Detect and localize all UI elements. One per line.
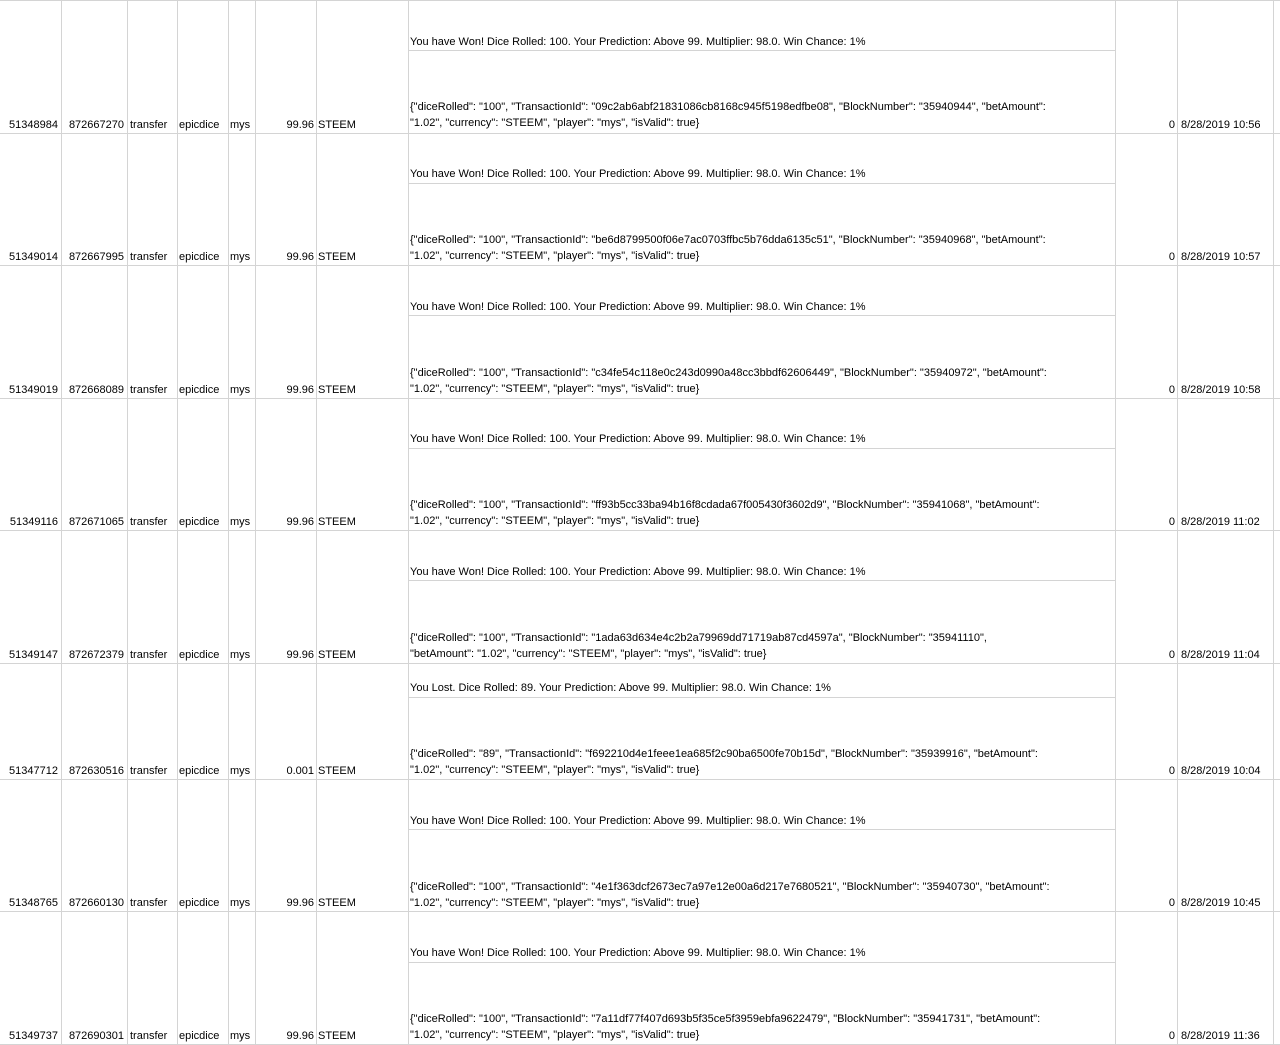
from-cell[interactable]: epicdice <box>179 251 220 263</box>
json-payload-line-2[interactable]: "1.02", "currency": "STEEM", "player": "mys", "isValid": true} <box>410 1029 700 1041</box>
row-id-cell[interactable]: 51349147 <box>9 649 58 661</box>
to-cell[interactable]: mys <box>230 897 251 909</box>
currency-cell[interactable]: STEEM <box>318 384 356 396</box>
currency-cell[interactable]: STEEM <box>318 516 356 528</box>
result-message-cell[interactable]: You Lost. Dice Rolled: 89. Your Prediction: Above 99. Multiplier: 98.0. Win Chance: 1% <box>410 682 831 694</box>
result-message-cell[interactable]: You have Won! Dice Rolled: 100. Your Prediction: Above 99. Multiplier: 98.0. Win Chance: 1% <box>410 168 866 180</box>
timestamp-cell[interactable]: 8/28/2019 10:56 <box>1181 119 1261 131</box>
json-payload-line-1[interactable]: {"diceRolled": "100", "TransactionId": "4e1f363dcf2673ec7a97e12e00a6d217e7680521", "BlockNumber": "35940730", "betAmount": <box>410 881 1050 893</box>
type-cell[interactable]: transfer <box>130 516 168 528</box>
to-cell[interactable]: mys <box>230 251 251 263</box>
result-message-cell[interactable]: You have Won! Dice Rolled: 100. Your Prediction: Above 99. Multiplier: 98.0. Win Chance: 1% <box>410 815 866 827</box>
to-cell[interactable]: mys <box>230 516 251 528</box>
timestamp-cell[interactable]: 8/28/2019 10:58 <box>1181 384 1261 396</box>
amount-cell[interactable]: 99.96 <box>286 251 314 263</box>
currency-cell[interactable]: STEEM <box>318 765 356 777</box>
cell-divider <box>408 580 1115 581</box>
type-cell[interactable]: transfer <box>130 649 168 661</box>
json-payload-line-1[interactable]: {"diceRolled": "100", "TransactionId": "09c2ab6abf21831086cb8168c945f5198edfbe08", "BlockNumber": "35940944", "betAmount": <box>410 101 1046 113</box>
row-id-cell[interactable]: 51347712 <box>9 765 58 777</box>
result-message-cell[interactable]: You have Won! Dice Rolled: 100. Your Prediction: Above 99. Multiplier: 98.0. Win Chance: 1% <box>410 566 866 578</box>
transaction-id-cell[interactable]: 872690301 <box>68 1030 124 1042</box>
amount-cell[interactable]: 99.96 <box>286 897 314 909</box>
to-cell[interactable]: mys <box>230 384 251 396</box>
flag-cell[interactable]: 0 <box>1168 516 1175 528</box>
transaction-id-cell[interactable]: 872667270 <box>68 119 124 131</box>
type-cell[interactable]: transfer <box>130 765 168 777</box>
json-payload-line-2[interactable]: "betAmount": "1.02", "currency": "STEEM", "player": "mys", "isValid": true} <box>410 648 767 660</box>
from-cell[interactable]: epicdice <box>179 649 220 661</box>
type-cell[interactable]: transfer <box>130 119 168 131</box>
currency-cell[interactable]: STEEM <box>318 897 356 909</box>
row-id-cell[interactable]: 51349014 <box>9 251 58 263</box>
to-cell[interactable]: mys <box>230 649 251 661</box>
transaction-id-cell[interactable]: 872660130 <box>68 897 124 909</box>
cell-divider <box>408 183 1115 184</box>
table-row[interactable] <box>0 912 1280 1045</box>
flag-cell[interactable]: 0 <box>1168 649 1175 661</box>
to-cell[interactable]: mys <box>230 1030 251 1042</box>
timestamp-cell[interactable]: 8/28/2019 10:04 <box>1181 765 1261 777</box>
row-id-cell[interactable]: 51348765 <box>9 897 58 909</box>
transaction-id-cell[interactable]: 872671065 <box>68 516 124 528</box>
type-cell[interactable]: transfer <box>130 1030 168 1042</box>
currency-cell[interactable]: STEEM <box>318 1030 356 1042</box>
result-message-cell[interactable]: You have Won! Dice Rolled: 100. Your Prediction: Above 99. Multiplier: 98.0. Win Chance: 1% <box>410 947 866 959</box>
flag-cell[interactable]: 0 <box>1168 384 1175 396</box>
amount-cell[interactable]: 99.96 <box>286 384 314 396</box>
cell-divider <box>408 448 1115 449</box>
from-cell[interactable]: epicdice <box>179 119 220 131</box>
json-payload-line-1[interactable]: {"diceRolled": "100", "TransactionId": "be6d8799500f06e7ac0703ffbc5b76dda6135c51", "BlockNumber": "35940968", "betAmount": <box>410 234 1046 246</box>
json-payload-line-1[interactable]: {"diceRolled": "100", "TransactionId": "c34fe54c118e0c243d0990a48cc3bbdf62606449", "BlockNumber": "35940972", "betAmount": <box>410 367 1047 379</box>
currency-cell[interactable]: STEEM <box>318 119 356 131</box>
currency-cell[interactable]: STEEM <box>318 251 356 263</box>
amount-cell[interactable]: 0.001 <box>286 765 314 777</box>
cell-divider <box>408 829 1115 830</box>
transaction-id-cell[interactable]: 872667995 <box>68 251 124 263</box>
table-row[interactable] <box>0 531 1280 664</box>
row-id-cell[interactable]: 51349019 <box>9 384 58 396</box>
cell-divider <box>408 50 1115 51</box>
table-row[interactable] <box>0 780 1280 912</box>
currency-cell[interactable]: STEEM <box>318 649 356 661</box>
to-cell[interactable]: mys <box>230 765 251 777</box>
from-cell[interactable]: epicdice <box>179 765 220 777</box>
result-message-cell[interactable]: You have Won! Dice Rolled: 100. Your Prediction: Above 99. Multiplier: 98.0. Win Chance: 1% <box>410 301 866 313</box>
result-message-cell[interactable]: You have Won! Dice Rolled: 100. Your Prediction: Above 99. Multiplier: 98.0. Win Chance: 1% <box>410 36 866 48</box>
from-cell[interactable]: epicdice <box>179 384 220 396</box>
from-cell[interactable]: epicdice <box>179 516 220 528</box>
timestamp-cell[interactable]: 8/28/2019 10:45 <box>1181 897 1261 909</box>
row-id-cell[interactable]: 51349116 <box>9 516 58 528</box>
transaction-id-cell[interactable]: 872668089 <box>68 384 124 396</box>
transaction-id-cell[interactable]: 872672379 <box>68 649 124 661</box>
table-row[interactable] <box>0 1 1280 134</box>
cell-divider <box>408 962 1115 963</box>
timestamp-cell[interactable]: 8/28/2019 11:36 <box>1181 1030 1260 1042</box>
flag-cell[interactable]: 0 <box>1168 119 1175 131</box>
table-row[interactable] <box>0 266 1280 399</box>
timestamp-cell[interactable]: 8/28/2019 11:02 <box>1181 516 1260 528</box>
timestamp-cell[interactable]: 8/28/2019 11:04 <box>1181 649 1260 661</box>
to-cell[interactable]: mys <box>230 119 251 131</box>
json-payload-line-1[interactable]: {"diceRolled": "100", "TransactionId": "ff93b5cc33ba94b16f8cdada67f005430f3602d9", "BlockNumber": "35941068", "betAmount": <box>410 499 1040 511</box>
transaction-id-cell[interactable]: 872630516 <box>68 765 124 777</box>
table-row[interactable] <box>0 399 1280 531</box>
row-id-cell[interactable]: 51349737 <box>9 1030 58 1042</box>
table-row[interactable] <box>0 664 1280 780</box>
flag-cell[interactable]: 0 <box>1168 765 1175 777</box>
amount-cell[interactable]: 99.96 <box>286 1030 314 1042</box>
result-message-cell[interactable]: You have Won! Dice Rolled: 100. Your Prediction: Above 99. Multiplier: 98.0. Win Chance: 1% <box>410 433 866 445</box>
json-payload-line-2[interactable]: "1.02", "currency": "STEEM", "player": "mys", "isValid": true} <box>410 117 700 129</box>
json-payload-line-2[interactable]: "1.02", "currency": "STEEM", "player": "mys", "isValid": true} <box>410 383 700 395</box>
timestamp-cell[interactable]: 8/28/2019 10:57 <box>1181 251 1261 263</box>
json-payload-line-2[interactable]: "1.02", "currency": "STEEM", "player": "mys", "isValid": true} <box>410 250 700 262</box>
type-cell[interactable]: transfer <box>130 897 168 909</box>
json-payload-line-1[interactable]: {"diceRolled": "100", "TransactionId": "7a11df77f407d693b5f35ce5f3959ebfa9622479", "BlockNumber": "35941731", "betAmount": <box>410 1013 1041 1025</box>
row-id-cell[interactable]: 51348984 <box>9 119 58 131</box>
flag-cell[interactable]: 0 <box>1168 897 1175 909</box>
from-cell[interactable]: epicdice <box>179 1030 220 1042</box>
amount-cell[interactable]: 99.96 <box>286 649 314 661</box>
table-row[interactable] <box>0 134 1280 266</box>
amount-cell[interactable]: 99.96 <box>286 119 314 131</box>
from-cell[interactable]: epicdice <box>179 897 220 909</box>
type-cell[interactable]: transfer <box>130 384 168 396</box>
json-payload-line-2[interactable]: "1.02", "currency": "STEEM", "player": "mys", "isValid": true} <box>410 515 700 527</box>
type-cell[interactable]: transfer <box>130 251 168 263</box>
amount-cell[interactable]: 99.96 <box>286 516 314 528</box>
json-payload-line-1[interactable]: {"diceRolled": "89", "TransactionId": "f692210d4e1feee1ea685f2c90ba6500fe70b15d", "BlockNumber": "35939916", "betAmount": <box>410 748 1038 760</box>
cell-divider <box>408 697 1115 698</box>
json-payload-line-1[interactable]: {"diceRolled": "100", "TransactionId": "1ada63d634e4c2b2a79969dd71719ab87cd4597a", "BlockNumber": "35941110", <box>410 632 987 644</box>
json-payload-line-2[interactable]: "1.02", "currency": "STEEM", "player": "mys", "isValid": true} <box>410 897 700 909</box>
flag-cell[interactable]: 0 <box>1168 1030 1175 1042</box>
cell-divider <box>408 315 1115 316</box>
flag-cell[interactable]: 0 <box>1168 251 1175 263</box>
json-payload-line-2[interactable]: "1.02", "currency": "STEEM", "player": "mys", "isValid": true} <box>410 764 700 776</box>
